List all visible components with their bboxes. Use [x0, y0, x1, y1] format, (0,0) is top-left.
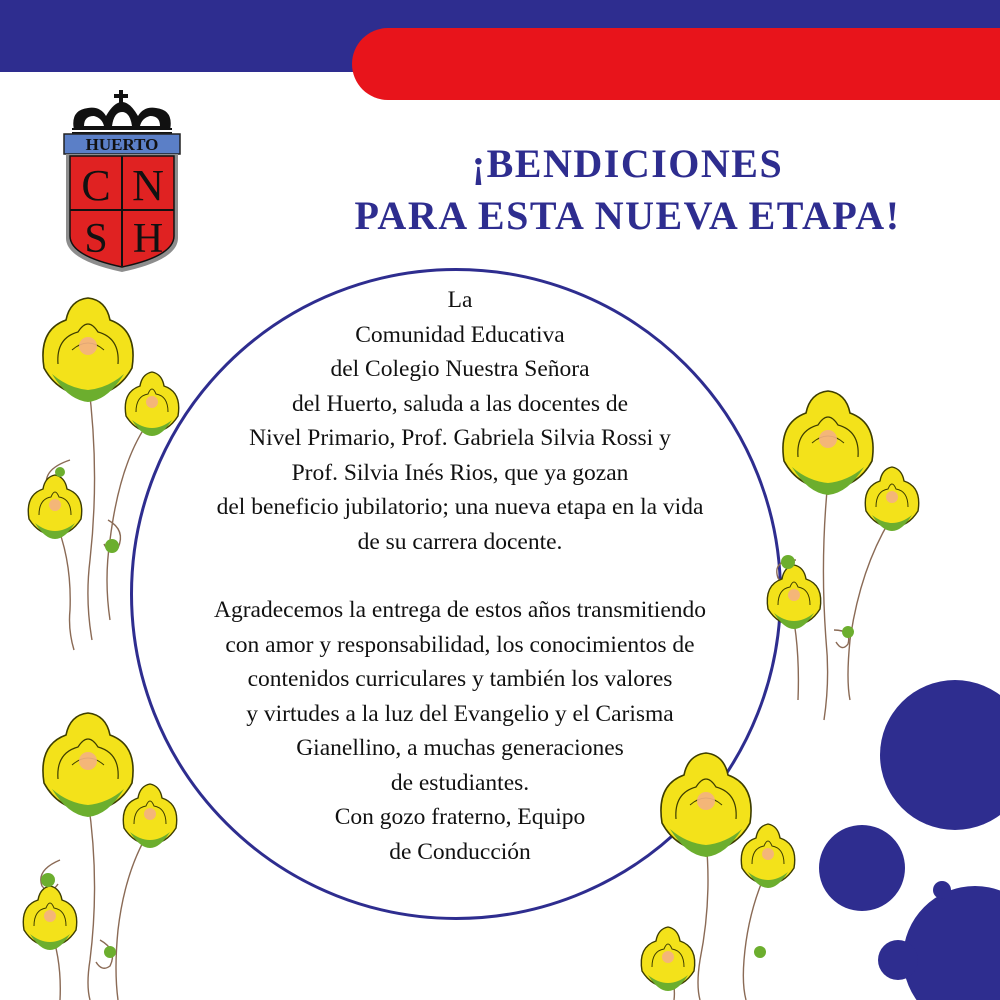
dot-large — [880, 680, 1000, 830]
message-line: Nivel Primario, Prof. Gabriela Silvia Rossi y — [249, 425, 671, 451]
message-line: de Conducción — [389, 838, 531, 865]
message-line: con amor y responsabilidad, los conocimientos de — [225, 631, 695, 658]
message-line: del beneficio jubilatorio; una nueva etapa en la vida — [216, 494, 704, 520]
title-line-2: PARA ESTA NUEVA ETAPA! — [354, 193, 901, 238]
message-line: La — [447, 287, 473, 313]
title-line-1: ¡BENDICIONES — [471, 141, 784, 186]
crest-letter-n: N — [132, 161, 164, 210]
message-text — [110, 283, 810, 869]
message-line: Prof. Silvia Inés Rios, que ya gozan — [291, 459, 629, 486]
dot-bottom-large — [903, 886, 1000, 1000]
message-line: de su carrera docente. — [357, 528, 563, 555]
message-line: Gianellino, a muchas generaciones — [296, 735, 624, 761]
crest-letter-c: C — [81, 161, 111, 210]
message-line: contenidos curriculares y también los valores — [247, 666, 673, 692]
message-line: del Colegio Nuestra Señora — [330, 356, 590, 382]
dot-medium — [819, 825, 905, 911]
message-line: y virtudes a la luz del Evangelio y el Carisma — [246, 700, 674, 727]
crest-letter-s: S — [84, 216, 108, 262]
message-line: de estudiantes. — [390, 769, 530, 796]
crest-letter-h: H — [132, 216, 164, 262]
message-line: Comunidad Educativa — [355, 321, 565, 348]
crest-banner-text: HUERTO — [85, 135, 159, 154]
paragraph-gap — [110, 559, 810, 593]
dot-tiny — [933, 881, 951, 899]
message-line: Con gozo fraterno, Equipo — [334, 804, 586, 830]
message-line: Agradecemos la entrega de estos años transmitiendo — [213, 597, 707, 623]
message-line: del Huerto, saluda a las docentes de — [291, 390, 629, 417]
dot-small — [878, 940, 918, 980]
